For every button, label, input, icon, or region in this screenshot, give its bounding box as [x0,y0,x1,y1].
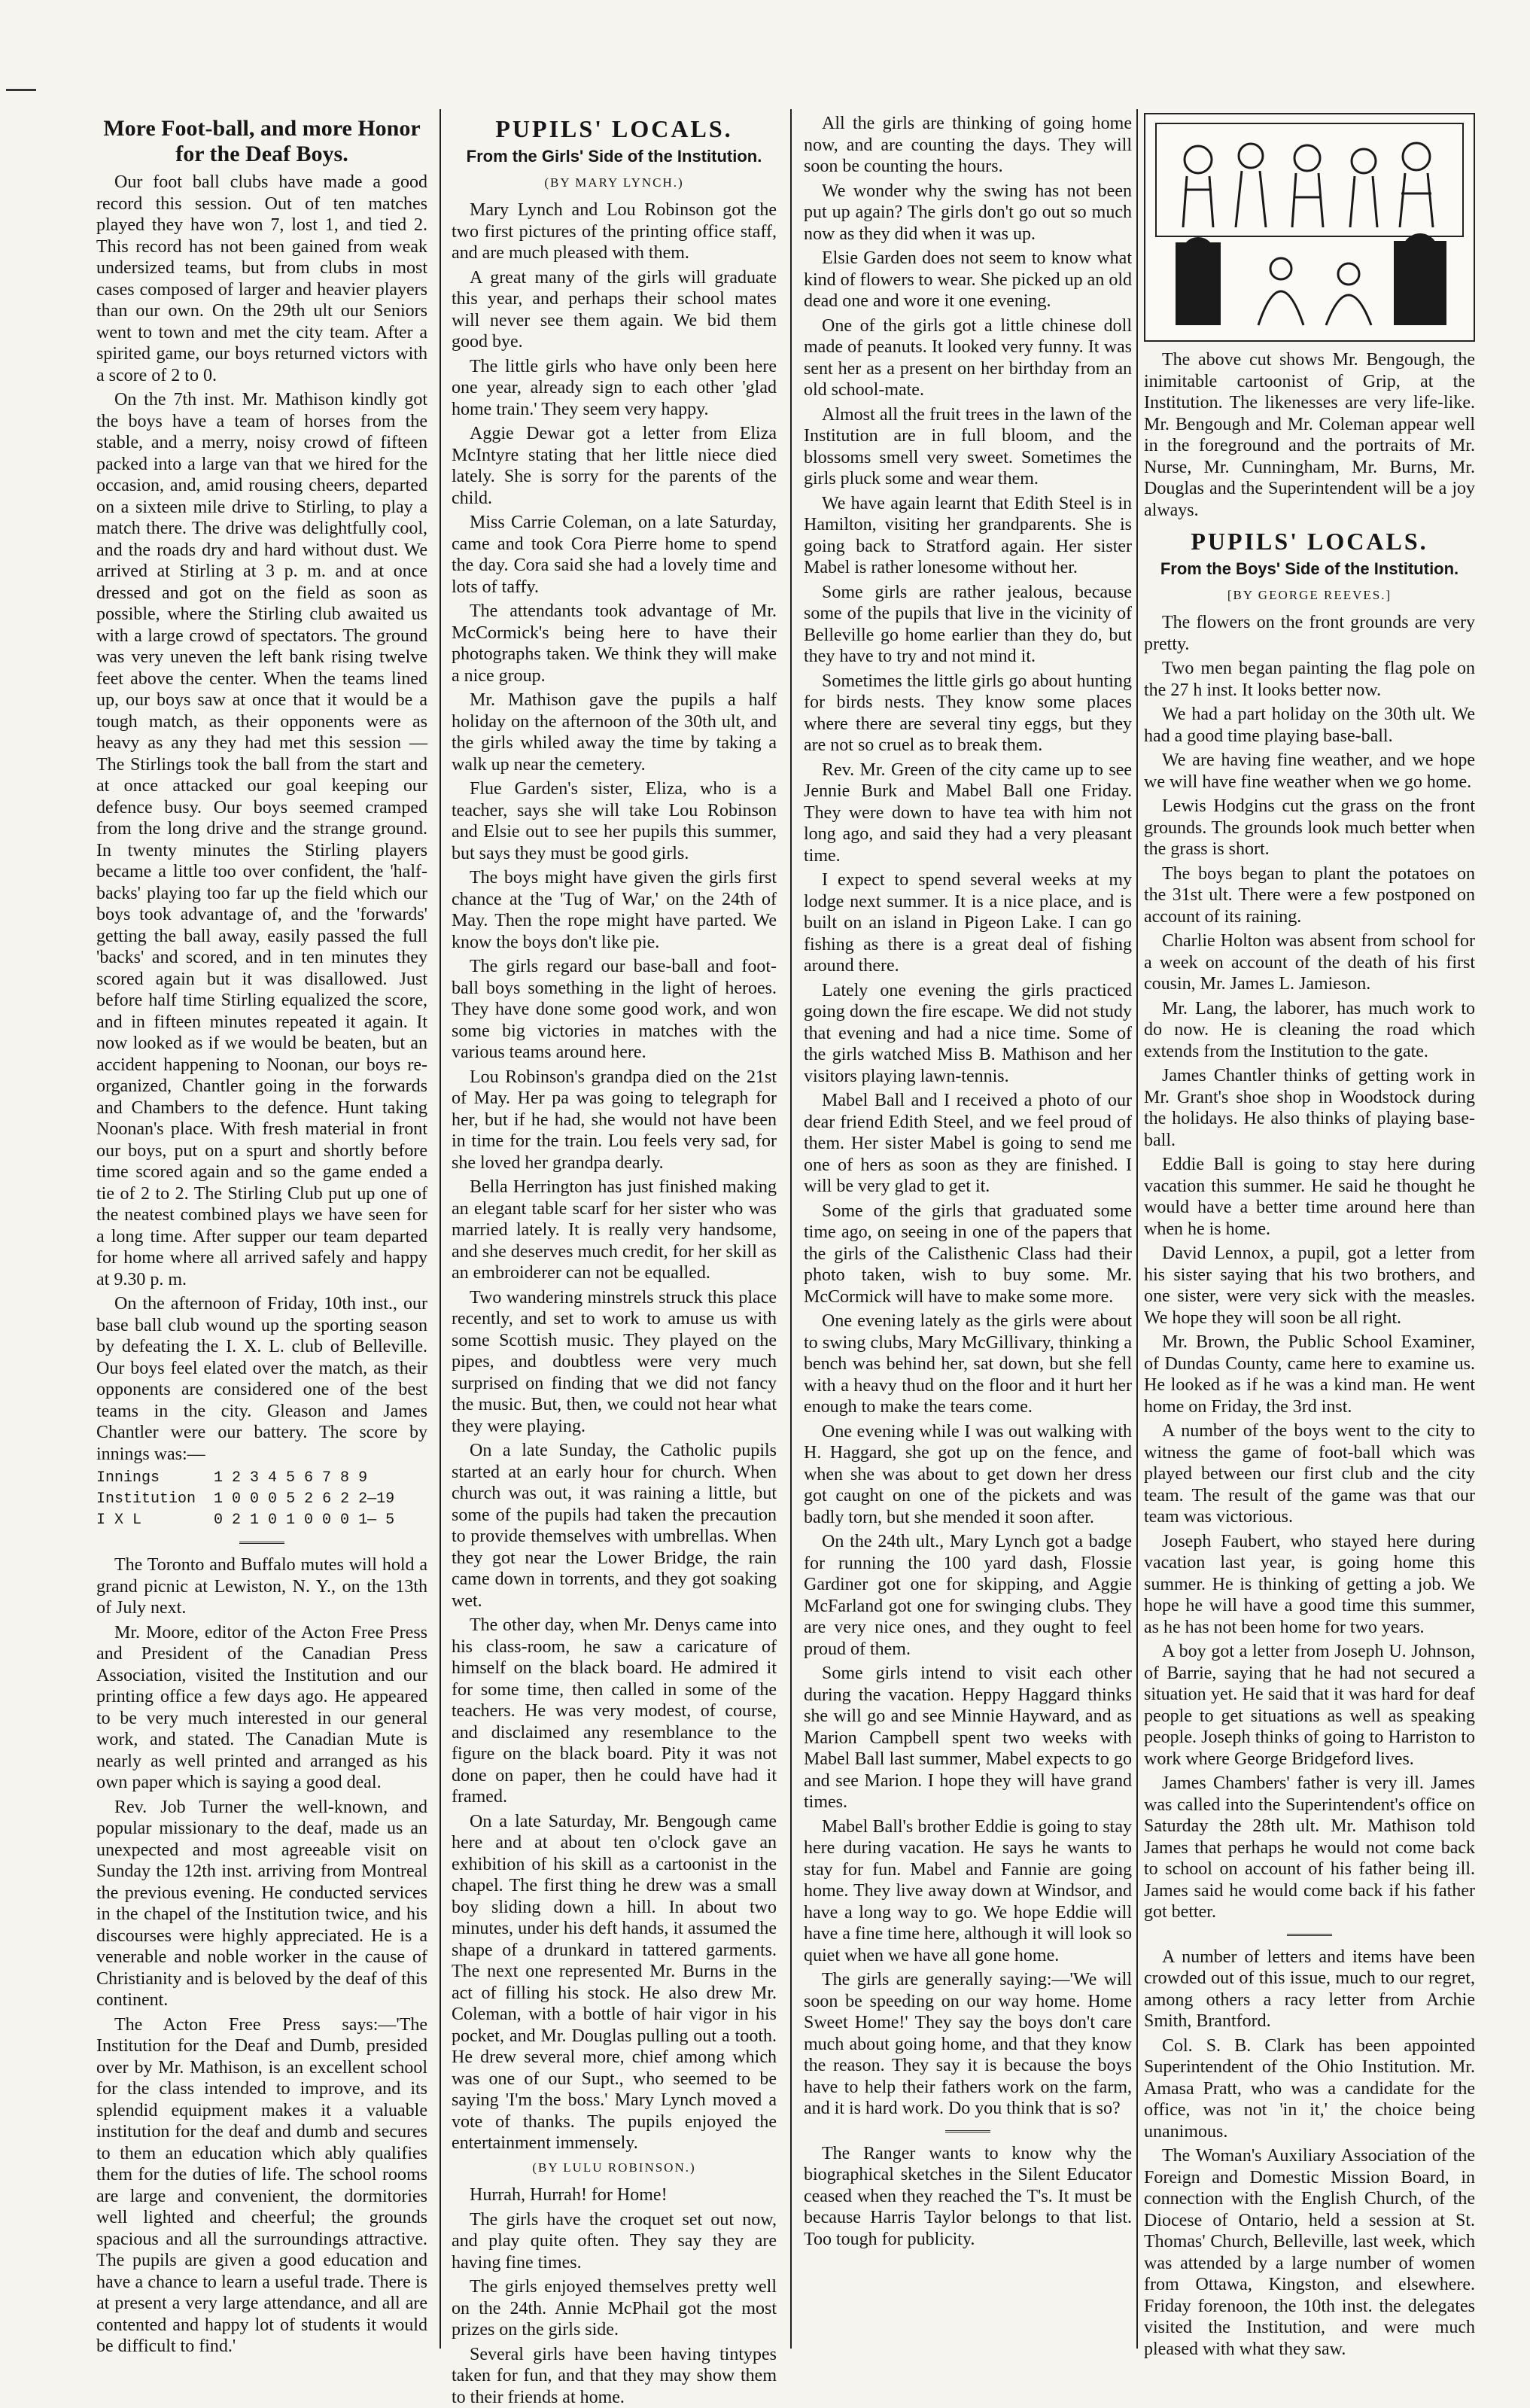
section-divider [945,2130,990,2132]
column-rule-2 [790,109,792,2349]
article-paragraph: Miss Carrie Coleman, on a late Saturday, came and took Cora Pierre home to spend the day. Cora said she had a lovely time and lots of taffy. [452,512,777,598]
article-paragraph: Our foot ball clubs have made a good record this session. Out of ten matches played they have won 7, lost 1, and tied 2. This record has not been gained from weak undersized teams, but from clubs in most cases composed of larger and heavier players than our own. On the 29th ult our Seniors went to town and met the city team. After a spirited game, our boys returned victors with a score of 2 to 0. [96,172,427,386]
column-rule-1 [440,109,441,2349]
article-paragraph: Two men began painting the flag pole on the 27 h inst. It looks better now. [1144,658,1475,701]
headline-pupils-locals-boys: PUPILS' LOCALS. [1144,528,1475,554]
headline-football: More Foot-ball, and more Honor for the Deaf Boys. [96,116,427,167]
article-paragraph: One evening while I was out walking with H. Haggard, she got up on the fence, and when she was about to get down her dress got caught on one of the pickets and was badly torn, but she mended it soon after. [804,1421,1132,1529]
article-paragraph: A great many of the girls will graduate this year, and perhaps their school mates will never see them again. We bid them good bye. [452,267,777,353]
article-paragraph: Mr. Mathison gave the pupils a half holiday on the afternoon of the 30th ult, and the girls whiled away the time by taking a walk up near the cemetery. [452,690,777,775]
article-paragraph: The Woman's Auxiliary Association of the Foreign and Domestic Mission Board, in connection with the English Church, of the Diocese of Ontario, held a session at St. Thomas' Church, Belleville, last week, which was attended by a large number of women from Ottawa, Kingston, and elsewhere. Friday forenoon, the 10th inst. the delegates visited the Institution, and were much pleased with what they saw. [1144,2145,1475,2360]
score-values: 0 2 1 0 1 0 0 0 1— 5 [214,1511,394,1529]
section-divider [1287,1934,1332,1936]
left-margin-mark [6,89,36,99]
article-paragraph: The flowers on the front grounds are very pretty. [1144,612,1475,655]
column-2 [452,113,777,2341]
article-paragraph: A number of the boys went to the city to witness the game of foot-ball which was played between our first club and the city team. The result of the game was that our team was victorious. [1144,1420,1475,1528]
article-paragraph: James Chantler thinks of getting work in Mr. Grant's shoe shop in Woodstock during the holidays. He also thinks of playing base-ball. [1144,1065,1475,1151]
score-values: 1 0 0 0 5 2 6 2 2—19 [214,1490,394,1508]
article-paragraph: The Ranger wants to know why the biographical sketches in the Silent Educator ceased when they reached the T's. It must be because Harris Taylor belongs to that list. Too tough for publicity. [804,2143,1132,2251]
article-paragraph: Joseph Faubert, who stayed here during vacation last year, is going home this summer. He is thinking of getting a job. We hope he will have a good time this summer, as he has not been home for two years. [1144,1531,1475,1639]
article-paragraph: Col. S. B. Clark has been appointed Superintendent of the Ohio Institution. Mr. Amasa Pratt, who was a candidate for the office, was not 'in it,' the choice being unanimous. [1144,2035,1475,2143]
article-paragraph: The attendants took advantage of Mr. McCormick's being here to have their photographs taken. We think they will make a nice group. [452,601,777,686]
article-paragraph: Mabel Ball's brother Eddie is going to stay here during vacation. He says he wants to stay for fun. Mabel and Fannie are going home. They live away down at Windsor, and have a long way to go. We hope Eddie will have a fine time here, although it will look so quiet when we have all gone home. [804,1816,1132,1967]
article-paragraph: Eddie Ball is going to stay here during vacation this summer. He said he thought he would have a better time around here than when he is home. [1144,1154,1475,1240]
cartoon-caption: The above cut shows Mr. Bengough, the inimitable cartoonist of Grip, at the Institution. The likenesses are very life-like. Mr. Bengough and Mr. Coleman appear well in the foreground and the portraits of Mr. Nurse, Mr. Cunningham, Mr. Burns, Mr. Douglas and the Superintendent will be a joy always. [1144,349,1475,521]
score-innings: 1 2 3 4 5 6 7 8 9 [214,1469,367,1487]
article-paragraph: James Chambers' father is very ill. James was called into the Superintendent's office on Saturday the 28th ult. Mr. Mathison told James that perhaps he would not come back to school on account of his father being ill. James said he would come back if his father got better. [1144,1773,1475,1923]
byline-lulu-robinson: (BY LULU ROBINSON.) [452,2157,777,2179]
article-paragraph: Flue Garden's sister, Eliza, who is a teacher, says she will take Lou Robinson and Elsie out to see her pupils this summer, but says they must be good girls. [452,778,777,864]
article-paragraph: Lou Robinson's grandpa died on the 21st of May. Her pa was going to telegraph for her, but if he had, she would not have been in time for the train. Lou feels very sad, for she loved her grandpa dearly. [452,1067,777,1174]
article-paragraph: Mary Lynch and Lou Robinson got the two first pictures of the printing office staff, and are much pleased with them. [452,199,777,264]
cartoon-figures-drawing [1145,114,1474,340]
score-team: I X L [96,1511,141,1529]
article-paragraph: We have again learnt that Edith Steel is in Hamilton, visiting her grandparents. She is going back to Stratford again. Her sister Mabel is rather lonesome without her. [804,493,1132,579]
article-paragraph: Some of the girls that graduated some time ago, on seeing in one of the papers that the girls of the Calisthenic Class had their photo taken, wish to buy some. Mr. McCormick will have to make some more. [804,1201,1132,1308]
article-paragraph: Elsie Garden does not seem to know what kind of flowers to wear. She picked up an old dead one and wore it one evening. [804,248,1132,312]
article-paragraph: Aggie Dewar got a letter from Eliza McIntyre stating that her little niece died lately. She is sorry for the parents of the child. [452,423,777,509]
column-rule-3 [1136,109,1138,2349]
article-paragraph: Mr. Lang, the laborer, has much work to do now. He is cleaning the road which extends from the Institution to the gate. [1144,998,1475,1063]
article-paragraph: Rev. Job Turner the well-known, and popular missionary to the deaf, made us an unexpected and most agreeable visit on Sunday the 12th inst. arriving from Montreal the previous evening. He conducted services in the chapel of the Institution twice, and his discourses were highly appreciated. He is a venerable and noble worker in the cause of Christianity and is beloved by the deaf of this continent. [96,1797,427,2011]
score-table [96,1468,427,1531]
article-paragraph: The Acton Free Press says:—'The Institution for the Deaf and Dumb, presided over by Mr. Mathison, is an excellent school for the class intended to improve, and its splendid equipment makes it a valuable institution for the deaf and dumb and secures to them an education which ably qualifies them for the duties of life. The school rooms are large and convenient, the dormitories well lighted and cheerful; the grounds spacious and all the surroundings attractive. The pupils are given a good education and have a chance to learn a useful trade. There is at present a very large attendance, and all are contented and happy lot of students it would be difficult to find.' [96,2014,427,2358]
column-1 [96,113,427,2341]
cartoon-illustration [1144,113,1475,342]
article-paragraph: The girls regard our base-ball and foot-ball boys something in the light of heroes. They have done some good work, and won some big victories in matches with the various teams around here. [452,956,777,1064]
column-4 [1144,113,1475,2341]
article-paragraph: One evening lately as the girls were about to swing clubs, Mary McGillivary, thinking a bench was behind her, sat down, but she fell with a heavy thud on the floor and it hurt her enough to make the tears come. [804,1311,1132,1418]
article-paragraph: Several girls have been having tintypes taken for fun, and that they may show them to their friends at home. [452,2344,777,2408]
article-paragraph: The girls enjoyed themselves pretty well on the 24th. Annie McPhail got the most prizes on the girls side. [452,2276,777,2341]
article-paragraph: Some girls intend to visit each other during the vacation. Heppy Haggard thinks she will go and see Minnie Hayward, and as Marion Campbell spent two weeks with Mabel Ball last summer, Mabel expects to go and see Marion. I hope they will have grand times. [804,1663,1132,1813]
article-paragraph: The girls have the croquet set out now, and play quite often. They say they are having fine times. [452,2209,777,2274]
article-paragraph: The boys might have given the girls first chance at the 'Tug of War,' on the 24th of May. Then the rope might have parted. We know the boys don't like pie. [452,867,777,953]
headline-pupils-locals-girls: PUPILS' LOCALS. [452,116,777,142]
article-paragraph: Some girls are rather jealous, because some of the pupils that live in the vicinity of Belleville go home earlier than they do, but they have to try and not mind it. [804,582,1132,668]
column-3 [804,113,1132,2341]
article-paragraph: Mr. Moore, editor of the Acton Free Press and President of the Canadian Press Association, visited the Institution and our printing office a few days ago. He appeared to be very much interested in our general work, and stated. The Canadian Mute is nearly as well printed and arranged as his own paper which is saying a good deal. [96,1622,427,1794]
article-paragraph: Mabel Ball and I received a photo of our dear friend Edith Steel, and we feel proud of them. Her sister Mabel is going to send me one of hers as soon as they are finished. I will be very glad to get it. [804,1090,1132,1198]
subhead-girls-side: From the Girls' Side of the Institution. [452,146,777,168]
article-paragraph: The other day, when Mr. Denys came into his class-room, he saw a caricature of himself on the black board. He admired it for some time, then called in some of the teachers. He was very modest, of course, and disclaimed any resemblance to the figure on the black board. Pity it was not done on paper, then he could have had it framed. [452,1615,777,1808]
byline-mary-lynch: (BY MARY LYNCH.) [452,172,777,194]
article-paragraph: We are having fine weather, and we hope we will have fine weather when we go home. [1144,750,1475,793]
article-paragraph: David Lennox, a pupil, got a letter from his sister saying that his two brothers, and one sister, were very sick with the measles. We hope they will soon be all right. [1144,1243,1475,1329]
article-paragraph: Charlie Holton was absent from school for a week on account of the death of his first cousin, Mr. James L. Jamieson. [1144,930,1475,995]
article-paragraph: Almost all the fruit trees in the lawn of the Institution are in full bloom, and the blossoms smell very sweet. Sometimes the girls pluck some and wear them. [804,404,1132,490]
article-paragraph: Mr. Brown, the Public School Examiner, of Dundas County, came here to examine us. He looked as if he was a kind man. He went home on Friday, the 3rd inst. [1144,1332,1475,1417]
article-paragraph: Sometimes the little girls go about hunting for birds nests. They know some places where there are several tiny eggs, but they are not so cruel as to break them. [804,671,1132,756]
article-paragraph: The little girls who have only been here one year, already sign to each other 'glad home train.' They seem very happy. [452,356,777,421]
article-paragraph: We had a part holiday on the 30th ult. We had a good time playing base-ball. [1144,704,1475,747]
article-paragraph: Hurrah, Hurrah! for Home! [452,2184,777,2206]
article-paragraph: Bella Herrington has just finished making an elegant table scarf for her sister who was married lately. It is really very handsome, and she deserves much credit, for her skill as an embroiderer can not be equalled. [452,1177,777,1284]
article-paragraph: A boy got a letter from Joseph U. Johnson, of Barrie, saying that he had not secured a situation yet. He said that it was hard for deaf people to get situations as well as speaking people. Joseph thinks of going to Harriston to work where George Bridgeford lives. [1144,1641,1475,1770]
article-paragraph: On a late Sunday, the Catholic pupils started at an early hour for church. When church was out, it was raining a little, but some of the pupils had taken the precaution to provide themselves with umbrellas. When they got near the Lower Bridge, the rain came down in torrents, and they got soaking wet. [452,1440,777,1612]
score-team: Institution [96,1490,196,1508]
article-paragraph: The Toronto and Buffalo mutes will hold a grand picnic at Lewiston, N. Y., on the 13th of July next. [96,1554,427,1619]
score-innings-label: Innings [96,1469,160,1487]
article-paragraph: All the girls are thinking of going home now, and are counting the days. They will soon be counting the hours. [804,113,1132,178]
article-paragraph: Two wandering minstrels struck this place recently, and set to work to amuse us with some Scottish music. They played on the pipes, and doubtless were very much surprised on finding that we did not fancy the music. But, then, we could not hear what they were playing. [452,1287,777,1438]
article-paragraph: Rev. Mr. Green of the city came up to see Jennie Burk and Mabel Ball one Friday. They were down to have tea with him not long ago, and said they had a very pleasant time. [804,760,1132,867]
article-paragraph: Lewis Hodgins cut the grass on the front grounds. The grounds look much better when the grass is short. [1144,796,1475,860]
byline-george-reeves: [BY GEORGE REEVES.] [1144,585,1475,607]
article-paragraph: On the afternoon of Friday, 10th inst., our base ball club wound up the sporting season by defeating the I. X. L. club of Belleville. Our boys feel elated over the match, as their opponents are considered one of the best teams in the city. Gleason and James Chantler were our battery. The score by innings was:— [96,1293,427,1465]
article-paragraph: The boys began to plant the potatoes on the 31st ult. There were a few postponed on account of its raining. [1144,863,1475,928]
article-paragraph: On the 7th inst. Mr. Mathison kindly got the boys have a team of horses from the stable, and a merry, noisy crowd of fifteen packed into a large van that we hired for the occasion, and, amid rousing cheers, departed on a sixteen mile drive to Stirling, to play a match there. The drive was delightfully cool, and the roads dry and hard without dust. We arrived at Stirling at 3 p. m. and at once dressed and got on the field as soon as possible, where the Stirling club awaited us with a large crowd of spectators. The ground was very uneven the left bank rising twelve feet above the center. When the teams lined up, our boys saw at once that it would be a tough match, as their opponents were as heavy as any they had met this session — The Stirlings took the ball from the start and at once attacked our goal keeping our defence busy. Our boys seemed cramped from the long drive and the strange ground. In twenty minutes the Stirling players became a little too over confident, the 'half-backs' playing too far up the field which our boys took advantage of, and the 'forwards' getting the ball away, easily passed the full 'backs' and scored, and in ten minutes they scored again but it was disallowed. Just before half time Stirling equalized the score, and in fifteen minutes repeated it again. It now looked as if we would be beaten, but an accident happening to Noonan, our boys re-organized, Chantler going in the forwards and Chambers to the defence. Hunt taking Noonan's place. With fresh material in front our boys, put on a spurt and shortly before time scored again and so the game ended a tie of 2 to 2. The Stirling Club put up one of the neatest combined plays we have seen for a long time. After supper our team departed for home where all arrived safely and happy at 9.30 p. m. [96,389,427,1290]
subhead-boys-side: From the Boys' Side of the Institution. [1144,559,1475,580]
article-paragraph: Lately one evening the girls practiced going down the fire escape. We did not study that evening and had a nice time. Some of the girls watched Miss B. Mathison and her visitors playing lawn-tennis. [804,980,1132,1088]
article-paragraph: On the 24th ult., Mary Lynch got a badge for running the 100 yard dash, Flossie Gardiner got one for skipping, and Aggie McFarland got one for swinging clubs. They are very nice ones, and they ought to feel proud of them. [804,1531,1132,1660]
article-paragraph: One of the girls got a little chinese doll made of peanuts. It looked very funny. It was sent her as a present on her birthday from an old school-mate. [804,315,1132,401]
article-paragraph: I expect to spend several weeks at my lodge next summer. It is a nice place, and is built on an island in Pigeon Lake. I can go fishing as there is a great deal of fishing around there. [804,869,1132,977]
article-paragraph: The girls are generally saying:—'We will soon be speeding on our way home. Home Sweet Home!' They say the boys don't care much about going home, and that they know the reason. They say it is because the boys have to help their fathers work on the farm, and it is hard work. Do you think that is so? [804,1969,1132,2120]
article-paragraph: A number of letters and items have been crowded out of this issue, much to our regret, among others a racy letter from Archie Smith, Brantford. [1144,1947,1475,2032]
article-paragraph: On a late Saturday, Mr. Bengough came here and at about ten o'clock gave an exhibition of his skill as a cartoonist in the chapel. The first thing he drew was a small boy sliding down a hill. In about two minutes, under his deft hands, it assumed the shape of a drunkard in tattered garments. The next one represented Mr. Burns in the act of filling his stock. He also drew Mr. Coleman, with a bottle of hair vigor in his pocket, and Mr. Douglas pulling out a tooth. He drew several more, chief among which was one of our Supt., who seemed to be saying 'I'm the boss.' Mary Lynch moved a vote of thanks. The pupils enjoyed the entertainment immensely. [452,1811,777,2154]
section-divider [239,1542,284,1544]
article-paragraph: We wonder why the swing has not been put up again? The girls don't go out so much now as they did when it was up. [804,181,1132,245]
